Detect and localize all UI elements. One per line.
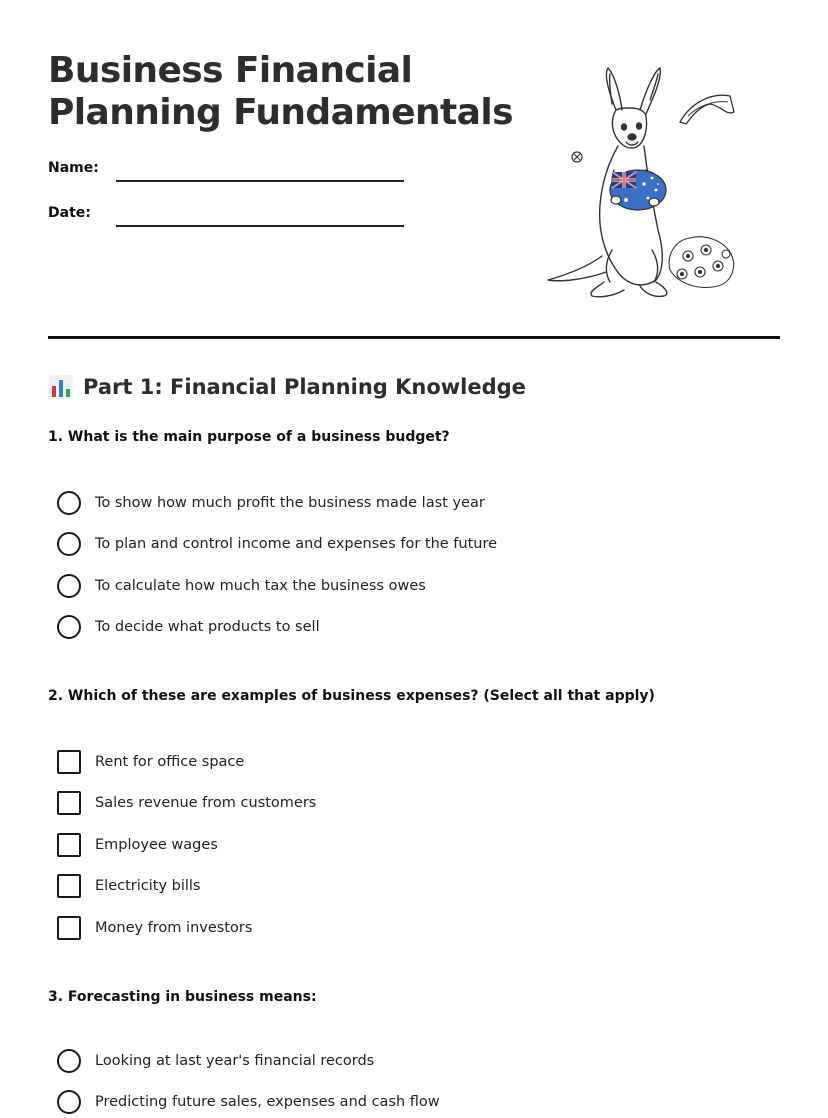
question-2: 2. Which of these are examples of business expenses? (Select all that apply) [48,688,655,704]
radio-button[interactable] [57,1049,81,1073]
question-1-option-2[interactable] [57,531,497,557]
bar-chart-icon [48,374,74,400]
question-2-option-2[interactable] [57,790,316,816]
question-2-option-5[interactable] [57,915,252,941]
title-line-2: Planning Fundamentals [48,92,513,133]
name-label: Name: [48,160,99,176]
option-label: Employee wages [95,837,218,853]
radio-button[interactable] [57,532,81,556]
question-2-option-1[interactable] [57,749,244,775]
option-label: Predicting future sales, expenses and cash flow [95,1094,440,1110]
radio-button[interactable] [57,1090,81,1114]
option-label: To plan and control income and expenses for the future [95,536,498,552]
title-line-1: Business Financial [48,50,413,91]
question-1-option-1[interactable] [57,490,485,516]
date-field[interactable] [116,225,404,227]
option-label: Sales revenue from customers [95,795,317,811]
radio-button[interactable] [57,574,81,598]
option-label: Rent for office space [95,754,245,770]
date-label: Date: [48,205,91,221]
option-label: To show how much profit the business made last year [95,495,485,511]
option-label: To decide what products to sell [95,619,320,635]
question-1-option-3[interactable] [57,573,426,599]
checkbox[interactable] [57,833,81,857]
worksheet-title [48,50,513,134]
name-field[interactable] [116,180,404,182]
option-label: To calculate how much tax the business owes [95,578,426,594]
radio-button[interactable] [57,615,81,639]
section-1-title: Part 1: Financial Planning Knowledge [83,375,526,399]
option-label: Looking at last year's financial records [95,1053,375,1069]
question-3: 3. Forecasting in business means: [48,989,317,1005]
question-1-option-4[interactable] [57,614,320,640]
checkbox[interactable] [57,750,81,774]
option-label: Electricity bills [95,878,201,894]
option-label: Money from investors [95,920,253,936]
question-3-option-1[interactable] [57,1048,374,1074]
checkbox[interactable] [57,874,81,898]
question-1: 1. What is the main purpose of a business budget? [48,429,450,445]
question-3-option-2[interactable] [57,1089,440,1115]
question-2-option-3[interactable] [57,832,218,858]
checkbox[interactable] [57,916,81,940]
radio-button[interactable] [57,491,81,515]
header-divider [48,336,780,339]
checkbox[interactable] [57,791,81,815]
section-1-header [48,374,526,400]
question-2-option-4[interactable] [57,873,200,899]
kangaroo-holding-australian-flag-piggy-bank-icon [540,60,750,305]
